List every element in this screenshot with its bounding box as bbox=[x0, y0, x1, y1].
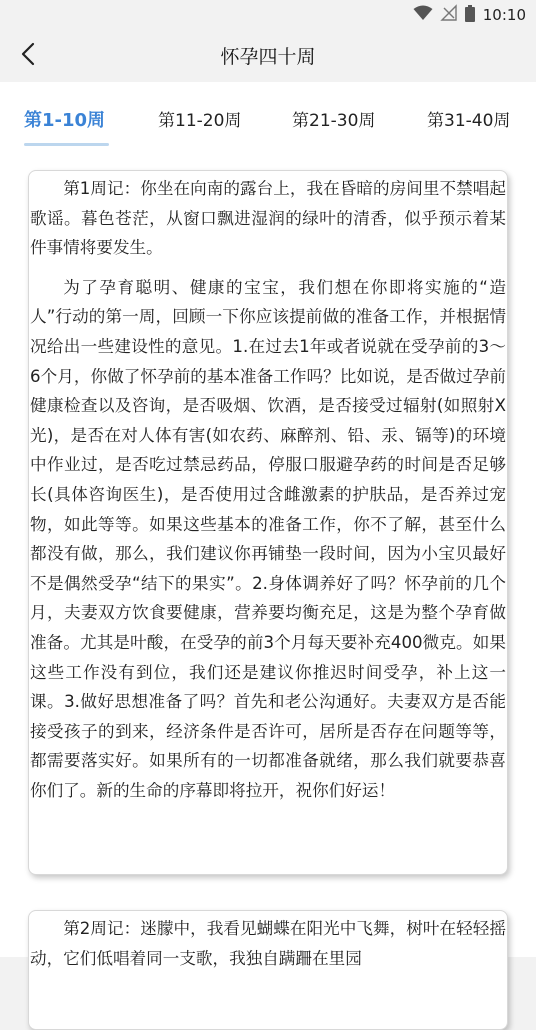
tab-week-21-30[interactable]: 第21-30周 bbox=[292, 111, 376, 131]
status-icons bbox=[413, 4, 526, 26]
battery-icon bbox=[465, 5, 475, 26]
week-2-card[interactable] bbox=[28, 910, 508, 1030]
wifi-icon bbox=[413, 5, 433, 25]
tab-week-1-10[interactable]: 第1-10周 bbox=[24, 110, 106, 131]
page-title: 怀孕四十周 bbox=[220, 46, 316, 68]
week-2-intro-paragraph: 第2周记：迷朦中，我看见蝴蝶在阳光中飞舞，树叶在轻轻摇动，它们低唱着同一支歌，我独自蹒跚在里园 bbox=[30, 919, 506, 968]
week-1-card[interactable] bbox=[28, 170, 508, 875]
week-1-body-paragraph: 为了孕育聪明、健康的宝宝，我们想在你即将实施的“造人”行动的第一周，回顾一下你应该提前做的准备工作，并根据情况给出一些建设性的意见。1.在过去1年或者说就在受孕前的3～6个月，你做了怀孕前的基本准备工作吗？比如说，是否做过孕前健康检查以及咨询，是否吸烟、饮酒，是否接受过辐射(如照射X光)，是否在对人体有害(如农药、麻醉剂、铅、汞、镉等)的环境中作业过，是否吃过禁忌药品，停服口服避孕药的时间是否足够长(具体咨询医生)，是否使用过含雌激素的护肤品，是否养过宠物，如此等等。如果这些基本的准备工作，你不了解，甚至什么都没有做，那么，我们建议你再铺垫一段时间，因为小宝贝最好不是偶然受孕“结下的果实”。2.身体调养好了吗？怀孕前的几个月，夫妻双方饮食要健康，营养要均衡充足，这是为整个孕育做准备。尤其是叶酸，在受孕的前3个月每天要补充400微克。如果这些工作没有到位，我们还是建议你推迟时间受孕，补上这一课。3.做好思想准备了吗？首先和老公沟通好。夫妻双方是否能接受孩子的到来，经济条件是否许可，居所是否存在问题等等，都需要落实好。如果所有的一切都准备就绪，那么我们就要恭喜你们了。新的生命的序幕即将拉开，祝你们好运！ bbox=[30, 277, 506, 800]
nav-bar bbox=[0, 30, 536, 82]
status-bar bbox=[0, 0, 536, 30]
status-time: 10:10 bbox=[482, 6, 526, 24]
week-tabs bbox=[0, 82, 536, 150]
main-content[interactable] bbox=[0, 82, 536, 968]
active-tab-indicator bbox=[24, 143, 109, 146]
week-1-intro-paragraph: 第1周记：你坐在向南的露台上，我在昏暗的房间里不禁唱起歌谣。暮色苍茫，从窗口飘进湿润的绿叶的清香，似乎预示着某件事情将要发生。 bbox=[30, 179, 506, 258]
tab-week-31-40[interactable]: 第31-40周 bbox=[427, 111, 511, 131]
tab-week-11-20[interactable]: 第11-20周 bbox=[158, 111, 242, 131]
signal-icon bbox=[441, 5, 457, 25]
